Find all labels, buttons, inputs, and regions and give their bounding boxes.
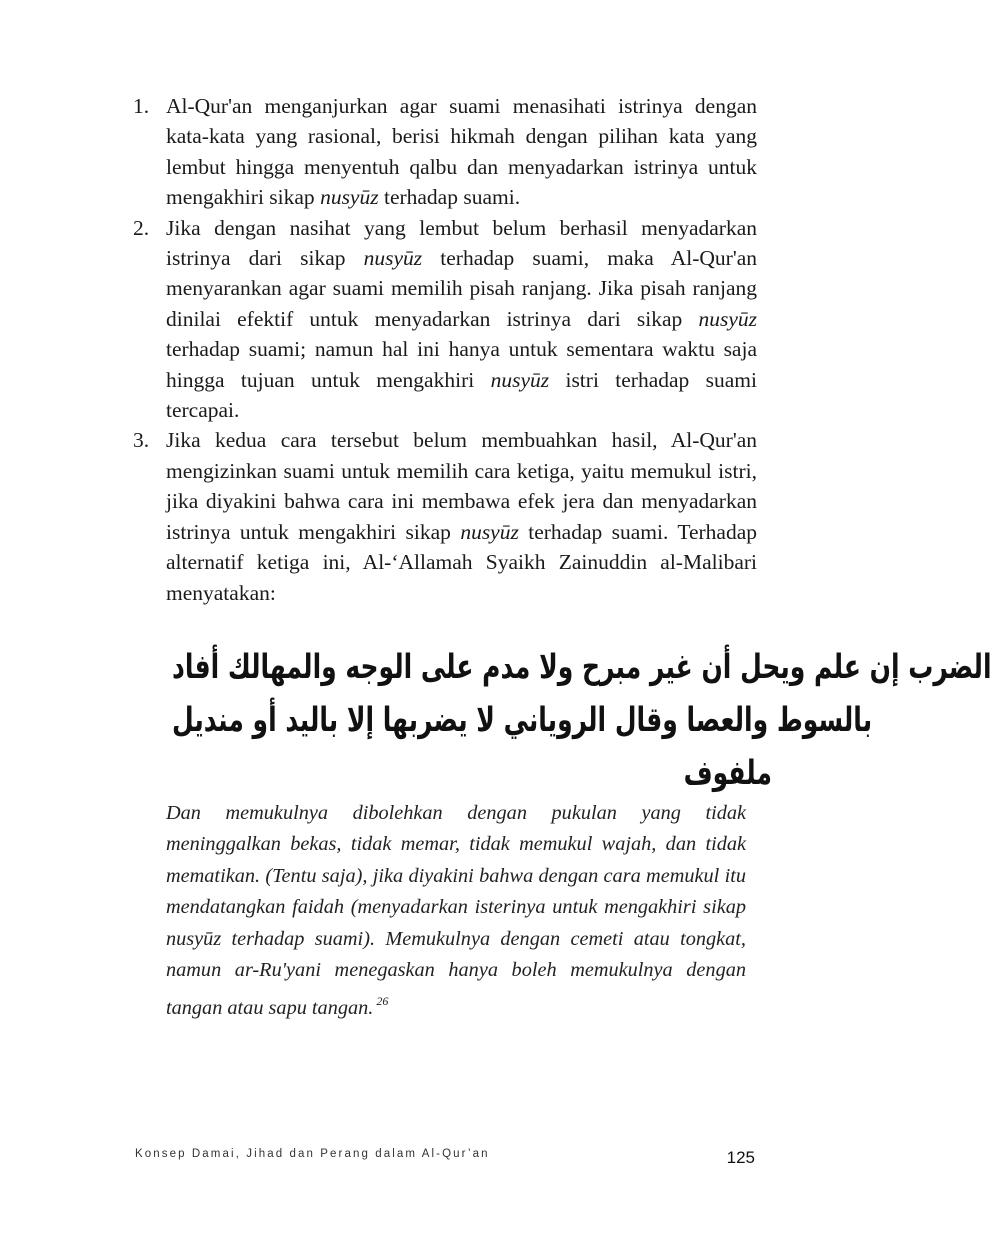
arabic-quote-line: ﺑﺎﻟﺴﻮﻁ ﻭﺍﻟﻌﺼﺎ ﻭﻗﺎﻝ ﺍﻟﺮﻭﻳﺎﻧﻲ ﻻ ﻳﻀﺮﺑﻬﺎ ﺇﻻ ﺑﺎﻟﻴﺪ ﺃﻭ ﻣﻨﺪﻳﻞ: [172, 699, 873, 740]
list-item-text: terhadap suami.: [383, 185, 521, 210]
list-item-text: terhadap suami. Terhadap alternatif ketiga ini, Al-‘Allamah Syaikh Zainuddin al-Malibari menyatakan:: [166, 519, 758, 605]
list-item-text: istri terhadap suami tercapai.: [166, 367, 757, 423]
italic-term: nusyūz: [490, 367, 550, 392]
list-item-number: 3.: [133, 428, 150, 453]
page-footer: [135, 1140, 755, 1170]
running-footer-title: Konsep Damai, Jihad dan Perang dalam Al-Qur’an: [135, 1148, 490, 1160]
arabic-quote-line: ﻣﻠﻔﻮﻑ: [683, 752, 772, 793]
translation-text: Dan memukulnya dibolehkan dengan pukulan yang tidak meninggalkan bekas, tidak memar, tidak memukul wajah, dan tidak mematikan. (Tentu saja), jika diyakini bahwa dengan cara memukul itu mendatangkan faidah (menyadarkan isterinya untuk mengakhiri sikap nusyūz terhadap suami). Memukulnya dengan cemeti atau tongkat, namun ar-Ru'yani menegaskan hanya boleh memukulnya dengan tangan atau sapu tangan.: [166, 802, 746, 1020]
list-item: [133, 213, 757, 426]
translation-paragraph: [166, 798, 746, 1025]
italic-term: nusyūz: [698, 306, 757, 331]
list-item: [133, 91, 757, 213]
list-item-number: 2.: [133, 215, 150, 240]
arabic-quote-line: ﺍﻟﻀﺮﺏ ﺇﻥ ﻋﻠﻢ ﻭﻳﺤﻞ ﺃﻥ ﻏﻴﺮ ﻣﺒﺮﺡ ﻭﻻ ﻣﺪﻡ ﻋﻠﻰ ﺍﻟﻮﺟﻪ ﻭﺍﻟﻤﻬﺎﻟﻚ ﺃﻓﺎﺩ: [172, 646, 992, 687]
italic-term: nusyūz: [363, 246, 423, 271]
page-number: 125: [726, 1148, 755, 1167]
list-item-text: terhadap suami; namun hal ini hanya untuk sementara waktu saja hingga tujuan untuk mengakhiri: [166, 337, 757, 392]
list-item-text: Jika dengan nasihat yang lembut belum berhasil menyadarkan istrinya dari sikap: [166, 215, 757, 271]
list-item-number: 1.: [133, 94, 150, 118]
arabic-quote: [172, 640, 992, 799]
italic-term: nusyūz: [320, 185, 379, 210]
list-item-text: Al-Qur'an menganjurkan agar suami menasihati istrinya dengan kata-kata yang rasional, berisi hikmah dengan pilihan kata yang lembut hingga menyentuh qalbu dan menyadarkan istrinya untuk mengakhiri sikap: [166, 94, 757, 210]
list-item: [133, 425, 757, 607]
list-item-text: Jika kedua cara tersebut belum membuahkan hasil, Al-Qur'an mengizinkan suami untuk memilih cara ketiga, yaitu memukul istri, jika diyakini bahwa cara ini membawa efek jera dan menyadarkan istrinya untuk mengakhiri sikap: [166, 428, 757, 544]
italic-term: nusyūz: [460, 519, 519, 544]
list-item-text: terhadap suami, maka Al-Qur'an menyarankan agar suami memilih pisah ranjang. Jika pisah ranjang dinilai efektif untuk menyadarkan istrinya dari sikap: [166, 246, 757, 331]
numbered-list: [133, 91, 757, 608]
footnote-marker: 26: [376, 994, 389, 1009]
